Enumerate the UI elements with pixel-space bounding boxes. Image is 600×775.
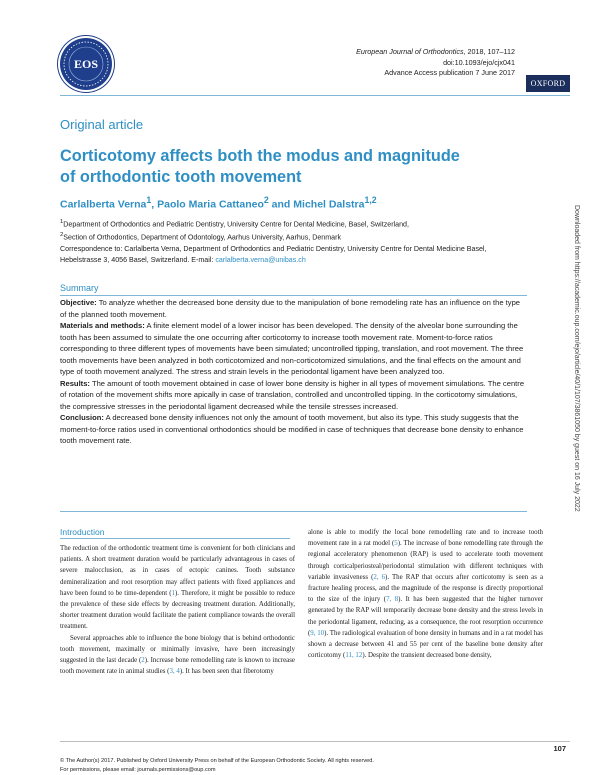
citation-link[interactable]: 2 [141,657,145,665]
citation-link[interactable]: 7, 8 [386,596,399,604]
summary-objective [60,297,525,320]
correspondence-email-link[interactable]: carlalberta.verna@unibas.ch [215,256,306,264]
intro-paragraph-1 [60,543,295,633]
paragraph-text: ). It has been seen that fiberotomy [179,668,274,676]
objective-text: To analyze whether the decreased bone density due to the manipulation of bone remodeling rate has an influence on the type of the planned tooth movement. [60,298,521,319]
paragraph-text: ). The increase of bone remodelling rate through the regional acceleratory phenomenon (RAP) is used to accelerate tooth movement through corticalperiosteal/periodontal stimulation with different techniques with variable invasiveness ( [308,540,543,581]
article-type: Original article [60,117,144,132]
citation-link[interactable]: 1 [171,589,175,597]
citation-link[interactable]: 5 [394,540,398,548]
introduction-heading: Introduction [60,527,105,537]
summary-abstract [60,297,525,447]
author-3[interactable]: Michel Dalstra [293,198,365,211]
summary-results [60,378,525,413]
author-2-affil: 2 [263,195,269,205]
author-1[interactable]: Carlalberta Verna [60,198,147,211]
results-text: The amount of tooth movement obtained in case of lower bone density is higher in all types of movement simulations. The centre of rotation of the movement shifts more apically in case of translation, controlled and uncontrolled tipping. In the corticotomy simulations, the compressive stresses in the periodontal ligament decreased while the tensile stresses increased. [60,378,525,411]
affiliations [60,217,520,244]
summary-heading: Summary [60,283,99,293]
body-column-right [308,527,543,661]
journal-name: European Journal of Orthodontics [356,47,464,56]
author-list [60,195,377,211]
eos-logo [60,38,112,90]
objective-label: Objective: [60,298,97,307]
conclusion-text: A decreased bone density influences not only the amount of tooth movement, but also its type. This study suggests that the moment-to-force ratios used in conventional orthodontics should be modified in case of techniques that decrease bone density to enhance tooth movement rate. [60,413,524,445]
download-notice: Downloaded from https://academic.oup.com/ejo/article/40/1/107/3861050 by guest on 16 July 2022 [573,205,580,512]
doi[interactable]: doi:10.1093/ejo/cjx041 [443,57,515,67]
correspondence [60,244,525,266]
author-separator: and [268,198,294,211]
body-column-left [60,543,295,677]
footer [60,757,374,775]
author-3-affil: 1,2 [364,195,377,205]
author-separator: , [151,198,158,211]
logo-text: EOS [73,57,99,71]
summary-conclusion [60,412,525,447]
page-number: 107 [553,744,566,753]
intro-paragraph-2 [60,633,295,678]
summary-bottom-rule [60,511,527,512]
journal-info [356,47,515,79]
paragraph-text: ). Increase bone remodelling rate is known to increase tooth movement rate in animal studies ( [60,657,295,676]
citation-link[interactable]: 11, 12 [345,652,363,660]
paragraph-text: ). It has been suggested that the higher turnover generated by the RAP will temporarily decrease bone density and the stress levels in the periodontal ligament, reducing, as a consequence, the root resorption occurrence ( [308,596,543,637]
correspondence-text: Correspondence to: Carlalberta Verna, Department of Orthodontics and Pediatric Dentistry, University Centre for Dental Medicine Basel, Hebelstrasse 3, 4056 Basel, Switzerland. E-mail: [60,245,487,264]
paragraph-text: The reduction of the orthodontic treatment time is convenient for both clinicians and patients. A short treatment duration would be particularly advantageous in cases of severe malocclusion, as in cases of ectopic canines. Tooth substance demineralization and root resorption may affect patients with fixed appliances and have been found to be time-dependent ( [60,545,295,597]
author-1-affil: 1 [146,195,152,205]
article-title: Corticotomy affects both the modus and magnitude of orthodontic tooth movement [60,147,460,186]
affiliation-1-number: 1 [60,219,64,225]
citation-link[interactable]: 2, 6 [373,573,386,581]
paragraph-text: ). Therefore, it might be possible to reduce the prevalence of these side effects by decreasing treatment duration. Additionally, shorter treatment duration would facilitate the patient compliance towards the overall treatment. [60,589,295,631]
journal-citation: , 2018, 107–112 [463,47,515,56]
footer-rule [60,741,570,742]
paragraph-text: ). The radiological evaluation of bone density in humans and in a rat model has shown a decrease between 41 and 55 per cent of the baseline bone density after corticotomy ( [308,629,543,660]
citation-link[interactable]: 9, 10 [310,629,325,637]
methods-text: A finite element model of a lower incisor has been developed. The density of the alveolar bone surrounding the tooth has been assumed to simulate the one occurring after corticotomy to increase tooth movement rate. Moment-to-force ratios corresponding to three different types of movements have been simulated; uncontrolled tipping, translation, and root movement. The three tooth movements have been analyzed in both corticotomized and non-corticotomized simulations, and the final effects on the amount and type of tooth movement analyzed. The stress and strain levels in the periodontal ligament have been analyzed too. [60,321,524,376]
copyright: © The Author(s) 2017. Published by Oxford University Press on behalf of the European Orthodontic Society. All rights reserved. [60,758,374,764]
oxford-logo: OXFORD [526,75,570,92]
affiliation-1: Department of Orthodontics and Pediatric Dentistry, University Centre for Dental Medicine, Basel, Switzerland, [63,220,409,229]
paragraph-text: ). The RAP that occurs after corticotomy is seen as a fracture healing process, and the magnitude of the response is directly proportional to the size of the injury ( [308,573,543,604]
affiliation-2-number: 2 [60,232,64,239]
advance-access: Advance Access publication 7 June 2017 [384,68,515,77]
methods-label: Materials and methods: [60,321,145,330]
introduction-rule [60,538,290,539]
results-label: Results: [60,378,90,388]
paragraph-text: alone is able to modify the local bone remodelling rate and to increase tooth movement rate in a rat model ( [308,529,543,548]
author-2[interactable]: Paolo Maria Cattaneo [157,198,264,211]
summary-methods [60,320,525,378]
permissions: For permissions, please email: journals.permissions@oup.com [60,767,216,773]
intro-paragraph-continued [308,527,543,661]
header-rule [60,95,570,96]
paragraph-text: Several approaches able to influence the bone biology that is behind orthodontic tooth movement, maximally or minimally invasive, have been increasingly suggested in the last decade ( [60,634,295,665]
paragraph-text: ). Despite the transient decreased bone density, [362,652,492,660]
summary-rule [60,295,527,296]
conclusion-label: Conclusion: [60,413,104,422]
affiliation-2: Section of Orthodontics, Department of Odontology, Aarhus University, Aarhus, Denmark [63,233,342,242]
citation-link[interactable]: 3, 4 [169,668,180,676]
